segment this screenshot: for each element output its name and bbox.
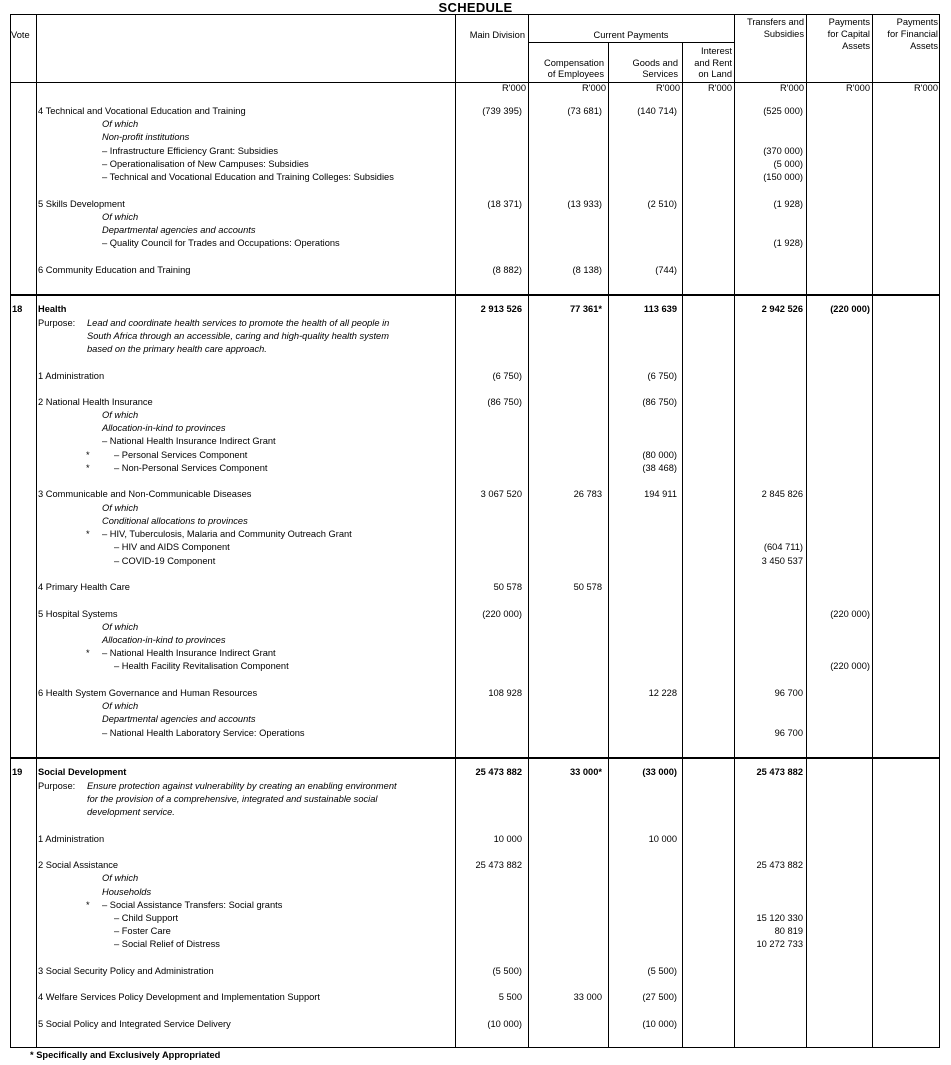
row-label: Of which <box>102 410 139 420</box>
cell-comp: 33 000* <box>569 767 602 777</box>
cell-trans: (1 928) <box>773 199 803 209</box>
cell-trans: 25 473 882 <box>756 767 803 777</box>
cell-trans: (150 000) <box>763 172 803 182</box>
page-title: SCHEDULE <box>438 0 513 15</box>
cell-goods: (86 750) <box>642 397 677 407</box>
cell-goods: 12 228 <box>648 688 677 698</box>
row-label: – Infrastructure Efficiency Grant: Subsidies <box>102 146 279 156</box>
row-label: Of which <box>102 622 139 632</box>
cell-trans: (525 000) <box>763 106 803 116</box>
header-capital-2: for Capital <box>827 29 870 39</box>
purpose-text: based on the primary health care approach. <box>87 344 267 354</box>
cell-trans: 2 845 826 <box>761 489 803 499</box>
cell-main: (5 500) <box>492 966 522 976</box>
appropriated-marker: * <box>86 450 90 460</box>
header-financial-1: Payments <box>896 17 938 27</box>
cell-main: 50 578 <box>493 582 522 592</box>
unit-goods: R'000 <box>655 83 680 93</box>
cell-goods: (2 510) <box>647 199 677 209</box>
row-label: Allocation-in-kind to provinces <box>102 635 226 645</box>
purpose-label: Purpose: <box>38 318 76 328</box>
cell-main: 2 913 526 <box>480 304 522 314</box>
cell-comp: 26 783 <box>573 489 602 499</box>
row-label: 1 Administration <box>38 834 105 844</box>
cell-trans: 10 272 733 <box>756 939 803 949</box>
row-label: 6 Health System Governance and Human Resources <box>38 688 258 698</box>
row-label: – Foster Care <box>114 926 171 936</box>
cell-main: 5 500 <box>498 992 522 1002</box>
cell-trans: (1 928) <box>773 238 803 248</box>
section-divider-social-development <box>10 757 940 759</box>
unit-compensation: R'000 <box>581 83 606 93</box>
cell-main: (6 750) <box>492 371 522 381</box>
row-label: 1 Administration <box>38 371 105 381</box>
vote-number: 18 <box>12 304 23 314</box>
cell-trans: 2 942 526 <box>761 304 803 314</box>
header-interest-2: and Rent <box>694 58 732 68</box>
cell-goods: 10 000 <box>648 834 677 844</box>
cell-goods: (744) <box>655 265 677 275</box>
row-label: 5 Social Policy and Integrated Service Delivery <box>38 1019 231 1029</box>
header-interest-1: Interest <box>700 46 732 56</box>
cell-goods: 194 911 <box>644 489 677 499</box>
header-financial-3: Assets <box>910 41 938 51</box>
row-label: 3 Communicable and Non-Communicable Diseases <box>38 489 252 499</box>
row-label: 3 Social Security Policy and Administration <box>38 966 214 976</box>
unit-financial: R'000 <box>913 83 938 93</box>
purpose-text: for the provision of a comprehensive, integrated and sustainable social <box>87 794 378 804</box>
cell-main: (220 000) <box>482 609 522 619</box>
row-label: – National Health Laboratory Service: Operations <box>102 728 305 738</box>
purpose-label: Purpose: <box>38 781 76 791</box>
purpose-text: development service. <box>87 807 175 817</box>
row-label: Of which <box>102 503 139 513</box>
purpose-text: South Africa through an accessible, caring and high-quality health system <box>87 331 389 341</box>
header-interest-3: on Land <box>698 69 732 79</box>
cell-main: (18 371) <box>487 199 522 209</box>
cell-trans: (5 000) <box>773 159 803 169</box>
row-label: – National Health Insurance Indirect Grant <box>102 648 276 658</box>
row-label: – Personal Services Component <box>114 450 248 460</box>
col-divider-vote <box>36 14 37 1048</box>
row-label: Allocation-in-kind to provinces <box>102 423 226 433</box>
row-label: Departmental agencies and accounts <box>102 714 256 724</box>
header-compensation-2: of Employees <box>547 69 604 79</box>
cell-comp: (13 933) <box>567 199 602 209</box>
header-current-payments: Current Payments <box>593 30 669 40</box>
cell-goods: 113 639 <box>643 304 677 314</box>
row-label: – Social Assistance Transfers: Social grants <box>102 900 283 910</box>
cell-trans: 80 819 <box>774 926 803 936</box>
cell-cap: (220 000) <box>830 304 870 314</box>
col-divider-transfers <box>806 14 807 1048</box>
header-main-division: Main Division <box>469 30 525 40</box>
header-compensation-1: Compensation <box>544 58 604 68</box>
row-label: 6 Community Education and Training <box>38 265 191 275</box>
row-label: 4 Welfare Services Policy Development and Implementation Support <box>38 992 320 1002</box>
col-divider-main-division <box>528 14 529 1048</box>
header-transfers-1: Transfers and <box>746 17 804 27</box>
purpose-text: Ensure protection against vulnerability by creating an enabling environment <box>87 781 397 791</box>
unit-main-division: R'000 <box>501 83 526 93</box>
header-capital-3: Assets <box>842 41 870 51</box>
row-label: Of which <box>102 212 139 222</box>
section-divider-health <box>10 294 940 296</box>
cell-comp: (8 138) <box>572 265 602 275</box>
cell-comp: (73 681) <box>567 106 602 116</box>
row-label: Conditional allocations to provinces <box>102 516 248 526</box>
row-label: 4 Primary Health Care <box>38 582 130 592</box>
cell-main: 3 067 520 <box>480 489 522 499</box>
cell-main: (10 000) <box>487 1019 522 1029</box>
row-label: – HIV and AIDS Component <box>114 542 230 552</box>
row-label: Social Development <box>38 767 127 777</box>
row-label: – Operationalisation of New Campuses: Subsidies <box>102 159 309 169</box>
cell-goods: (5 500) <box>647 966 677 976</box>
unit-transfers: R'000 <box>779 83 804 93</box>
row-label: Of which <box>102 701 139 711</box>
cell-goods: (140 714) <box>637 106 677 116</box>
header-vote: Vote <box>11 30 30 40</box>
row-label: Health <box>38 304 67 314</box>
row-label: 5 Hospital Systems <box>38 609 118 619</box>
cell-goods: (33 000) <box>642 767 677 777</box>
cell-main: (8 882) <box>492 265 522 275</box>
row-label: – Child Support <box>114 913 179 923</box>
cell-goods: (6 750) <box>647 371 677 381</box>
unit-interest: R'000 <box>707 83 732 93</box>
cell-trans: 25 473 882 <box>756 860 803 870</box>
row-label: – Social Relief of Distress <box>114 939 220 949</box>
cell-goods: (10 000) <box>642 1019 677 1029</box>
cell-trans: 96 700 <box>774 688 803 698</box>
row-label: – Health Facility Revitalisation Component <box>114 661 289 671</box>
cell-main: 25 473 882 <box>475 767 522 777</box>
cell-main: 10 000 <box>493 834 522 844</box>
row-label: – HIV, Tuberculosis, Malaria and Community Outreach Grant <box>102 529 352 539</box>
header-goods-1: Goods and <box>632 58 678 68</box>
col-divider-goods <box>682 42 683 1048</box>
header-goods-2: Services <box>642 69 678 79</box>
row-label: Departmental agencies and accounts <box>102 225 256 235</box>
row-label: – COVID-19 Component <box>114 556 216 566</box>
cell-trans: 3 450 537 <box>761 556 803 566</box>
row-label: Households <box>102 887 152 897</box>
col-divider-capital <box>872 14 873 1048</box>
cell-comp: 33 000 <box>573 992 602 1002</box>
row-label: 5 Skills Development <box>38 199 125 209</box>
row-label: Of which <box>102 873 139 883</box>
row-label: 4 Technical and Vocational Education and Training <box>38 106 246 116</box>
current-payments-underline <box>528 42 734 43</box>
cell-trans: 15 120 330 <box>756 913 803 923</box>
col-divider-description <box>455 14 456 1048</box>
appropriated-marker: * <box>86 648 90 658</box>
vote-number: 19 <box>12 767 23 777</box>
cell-main: 25 473 882 <box>475 860 522 870</box>
cell-trans: (604 711) <box>763 542 803 552</box>
cell-comp: 77 361* <box>569 304 602 314</box>
appropriated-marker: * <box>86 900 90 910</box>
appropriated-marker: * <box>86 463 90 473</box>
cell-trans: (370 000) <box>763 146 803 156</box>
row-label: Non-profit institutions <box>102 132 190 142</box>
row-label: – Non-Personal Services Component <box>114 463 268 473</box>
cell-main: 108 928 <box>488 688 522 698</box>
cell-main: (86 750) <box>487 397 522 407</box>
row-label: – Quality Council for Trades and Occupations: Operations <box>102 238 340 248</box>
cell-cap: (220 000) <box>830 661 870 671</box>
cell-trans: 96 700 <box>774 728 803 738</box>
cell-cap: (220 000) <box>830 609 870 619</box>
footnote: * Specifically and Exclusively Appropriated <box>30 1050 221 1060</box>
appropriated-marker: * <box>86 529 90 539</box>
header-capital-1: Payments <box>828 17 870 27</box>
cell-main: (739 395) <box>482 106 522 116</box>
purpose-text: Lead and coordinate health services to promote the health of all people in <box>87 318 390 328</box>
row-label: 2 National Health Insurance <box>38 397 153 407</box>
cell-comp: 50 578 <box>573 582 602 592</box>
header-financial-2: for Financial <box>887 29 938 39</box>
row-label: 2 Social Assistance <box>38 860 119 870</box>
cell-goods: (27 500) <box>642 992 677 1002</box>
unit-capital: R'000 <box>845 83 870 93</box>
row-label: Of which <box>102 119 139 129</box>
cell-goods: (80 000) <box>642 450 677 460</box>
row-label: – National Health Insurance Indirect Grant <box>102 436 276 446</box>
col-divider-compensation <box>608 42 609 1048</box>
row-label: – Technical and Vocational Education and Training Colleges: Subsidies <box>102 172 394 182</box>
cell-goods: (38 468) <box>642 463 677 473</box>
header-transfers-2: Subsidies <box>763 29 804 39</box>
